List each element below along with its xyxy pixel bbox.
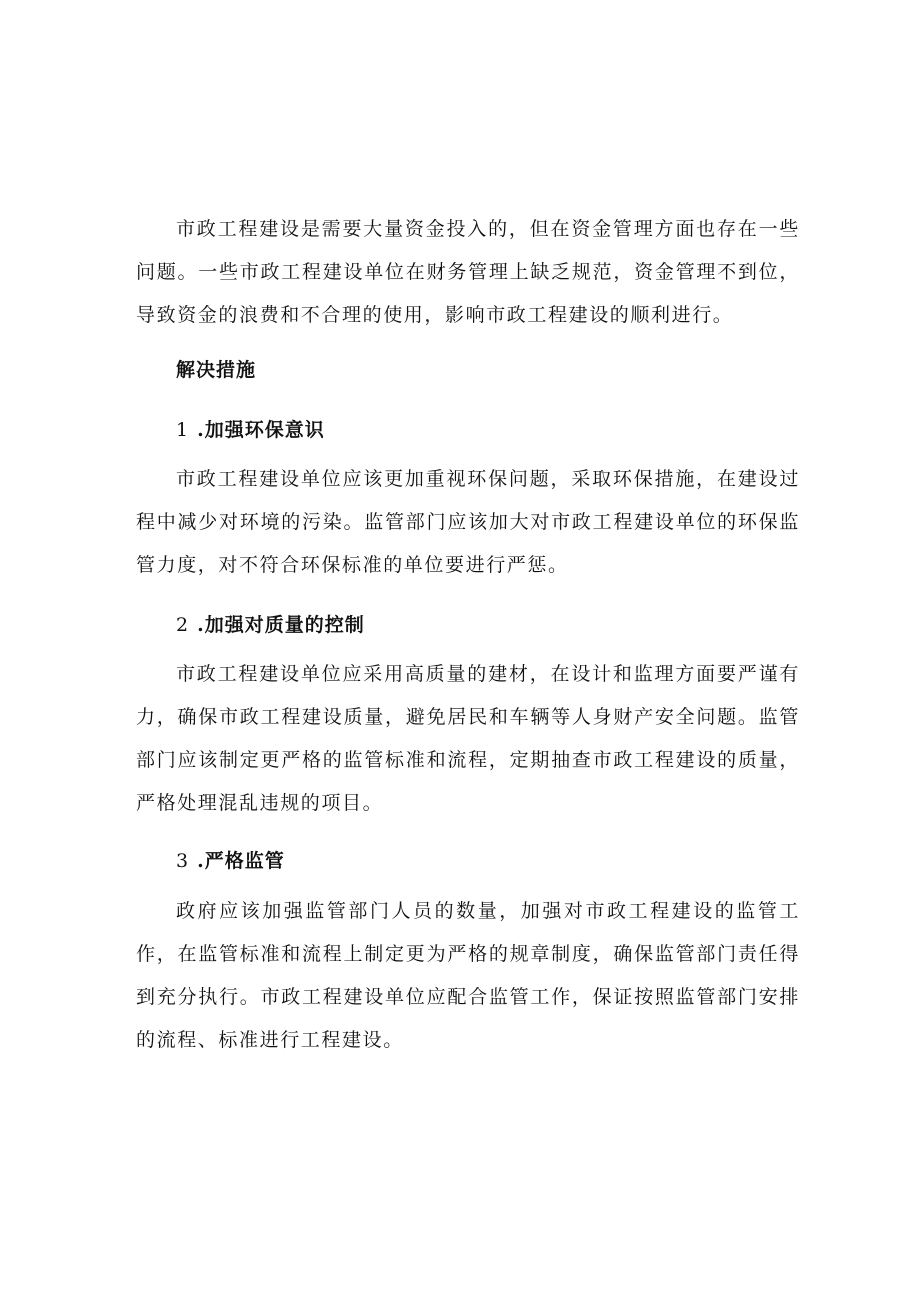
measure-3-title: .严格监管 bbox=[197, 850, 285, 872]
measure-1-number: 1 bbox=[176, 419, 190, 441]
measure-2-heading bbox=[176, 610, 365, 640]
measure-1-heading bbox=[176, 415, 325, 445]
measure-1-title: .加强环保意识 bbox=[197, 419, 325, 441]
measure-2-title: .加强对质量的控制 bbox=[197, 614, 365, 636]
measure-3-heading bbox=[176, 846, 285, 876]
section-title: 解决措施 bbox=[176, 359, 257, 381]
measure-2-number: 2 bbox=[176, 614, 190, 636]
measure-3-number: 3 bbox=[176, 850, 190, 872]
measure-2-body: 市政工程建设单位应采用高质量的建材，在设计和监理方面要严谨有力，确保市政工程建设质量，避免居民和车辆等人身财产安全问题。监管部门应该制定更严格的监管标准和流程，定期抽查市政工程建设的质量，严格处理混乱违规的项目。 bbox=[136, 663, 800, 814]
measure-1-body: 市政工程建设单位应该更加重视环保问题，采取环保措施，在建设过程中减少对环境的污染。监管部门应该加大对市政工程建设单位的环保监管力度，对不符合环保标准的单位要进行严惩。 bbox=[136, 468, 800, 576]
intro-paragraph: 市政工程建设是需要大量资金投入的，但在资金管理方面也存在一些问题。一些市政工程建设单位在财务管理上缺乏规范，资金管理不到位，导致资金的浪费和不合理的使用，影响市政工程建设的顺利进行。 bbox=[136, 218, 800, 326]
measure-3-body: 政府应该加强监管部门人员的数量，加强对市政工程建设的监管工作，在监管标准和流程上制定更为严格的规章制度，确保监管部门责任得到充分执行。市政工程建设单位应配合监管工作，保证按照监管部门安排的流程、标准进行工程建设。 bbox=[136, 900, 800, 1051]
